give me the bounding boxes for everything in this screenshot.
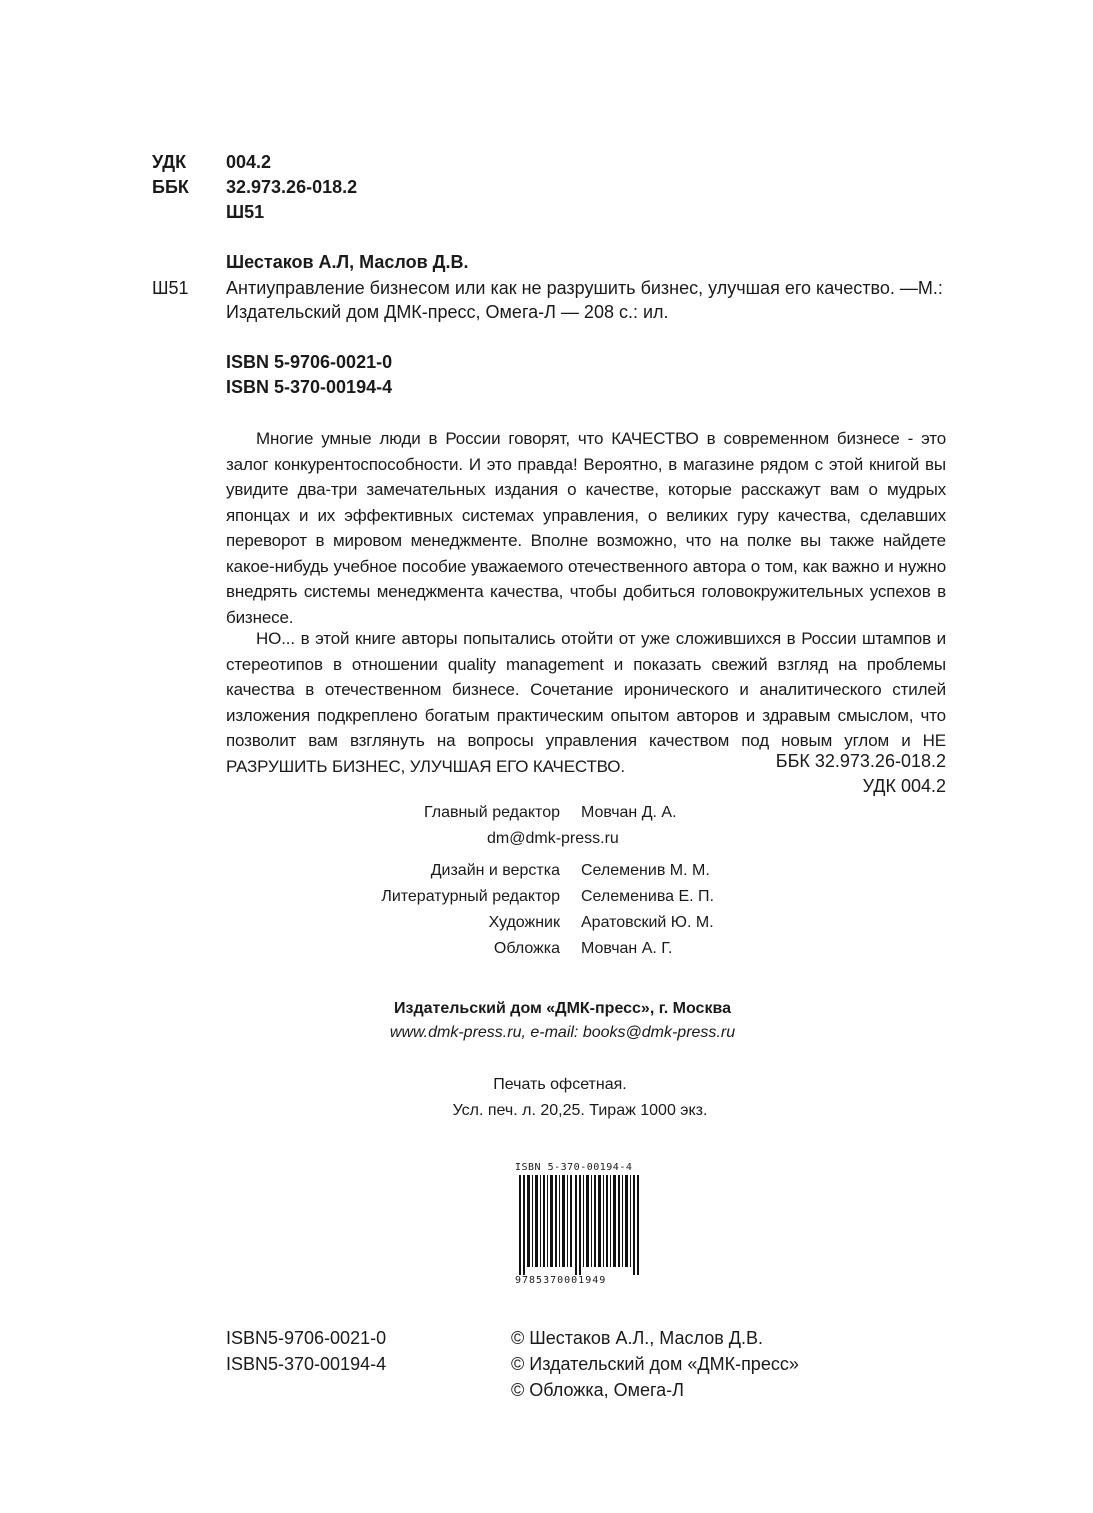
bbk-label: ББК: [152, 177, 189, 197]
footer-isbn-label-2: ISBN: [226, 1354, 269, 1374]
annotation-paragraph-2: НО... в этой книге авторы попытались отойти от уже сложившихся в России штампов и стереотипов в отношении quality management и показать свежий взгляд на проблемы качества в отечественном бизнесе. Сочетание иронического и аналитического стилей изложения подкреплено богатым практическим опытом авторов и здравым смыслом, что позволит вам взглянуть на вопросы управления качеством под новым углом и НЕ РАЗРУШИТЬ БИЗНЕС, УЛУЧШАЯ ЕГО КАЧЕСТВО.: [226, 629, 946, 776]
print-info: Усл. печ. л. 20,25. Тираж 1000 экз.: [452, 1102, 708, 1119]
barcode-bottom-text: 9785370001949: [515, 1275, 607, 1286]
barcode-bars: [515, 1175, 645, 1275]
publisher-contacts: www.dmk-press.ru, e-mail: books@dmk-press.ru: [389, 1024, 736, 1041]
staff-role: Художник: [488, 914, 560, 931]
annotation-udk: УДК 004.2: [862, 776, 946, 796]
chief-editor-role: Главный редактор: [423, 804, 560, 821]
record-title-line2: Издательский дом ДМК-пресс, Омега-Л — 208 с.: ил.: [226, 302, 669, 322]
chief-editor-name: Мовчан Д. А.: [581, 804, 677, 821]
staff-name: Мовчан А. Г.: [581, 940, 673, 957]
record-title-line1: Антиуправление бизнесом или как не разрушить бизнес, улучшая его качество. —М.:: [226, 278, 943, 298]
staff-role: Дизайн и верстка: [430, 862, 560, 879]
record-mark: Ш51: [152, 278, 189, 298]
publisher-name: Издательский дом «ДМК-пресс», г. Москва: [394, 1000, 731, 1017]
staff-name: Селеменива Е. П.: [581, 888, 714, 905]
copyright-publisher: © Издательский дом «ДМК-пресс»: [511, 1354, 799, 1374]
annotation-bbk: ББК 32.973.26-018.2: [775, 751, 946, 771]
staff-role: Литературный редактор: [381, 888, 560, 905]
print-type: Печать офсетная.: [493, 1076, 627, 1093]
copyright-cover: © Обложка, Омега-Л: [511, 1380, 684, 1400]
isbn-barcode: [515, 1162, 645, 1286]
staff-name: Аратовский Ю. М.: [581, 914, 714, 931]
bbk-value: 32.973.26-018.2: [226, 177, 358, 197]
staff-role: Обложка: [493, 940, 560, 957]
record-authors: Шестаков А.Л, Маслов Д.В.: [226, 252, 469, 272]
udk-label: УДК: [152, 152, 187, 172]
staff-name: Селеменив М. М.: [581, 862, 710, 879]
author-mark: Ш51: [226, 202, 265, 222]
footer-isbn-1: 5-9706-0021-0: [268, 1328, 387, 1348]
chief-editor-email: dm@dmk-press.ru: [487, 830, 619, 847]
annotation-paragraph-1: Многие умные люди в России говорят, что КАЧЕСТВО в современном бизнесе - это залог конкурентоспособности. И это правда! Вероятно, в магазине рядом с этой книгой вы увидите два-три замечательных издания о качестве, которые расскажут вам о мудрых японцах и их эффективных системах управления, о великих гуру качества, сделавших переворот в мировом менеджменте. Вполне возможно, что на полке вы также найдете какое-нибудь учебное пособие уважаемого отечественного автора о том, как важно и нужно внедрять системы менеджмента качества, чтобы добиться головокружительных успехов в бизнесе.: [226, 429, 946, 627]
footer-isbn-label-1: ISBN: [226, 1328, 269, 1348]
copyright-authors: © Шестаков А.Л., Маслов Д.В.: [511, 1328, 763, 1348]
record-isbn-1: ISBN 5-9706-0021-0: [226, 352, 393, 372]
udk-value: 004.2: [226, 152, 272, 172]
footer-isbn-2: 5-370-00194-4: [268, 1354, 387, 1374]
barcode-top-text: ISBN 5-370-00194-4: [515, 1162, 633, 1173]
record-isbn-2: ISBN 5-370-00194-4: [226, 377, 393, 397]
